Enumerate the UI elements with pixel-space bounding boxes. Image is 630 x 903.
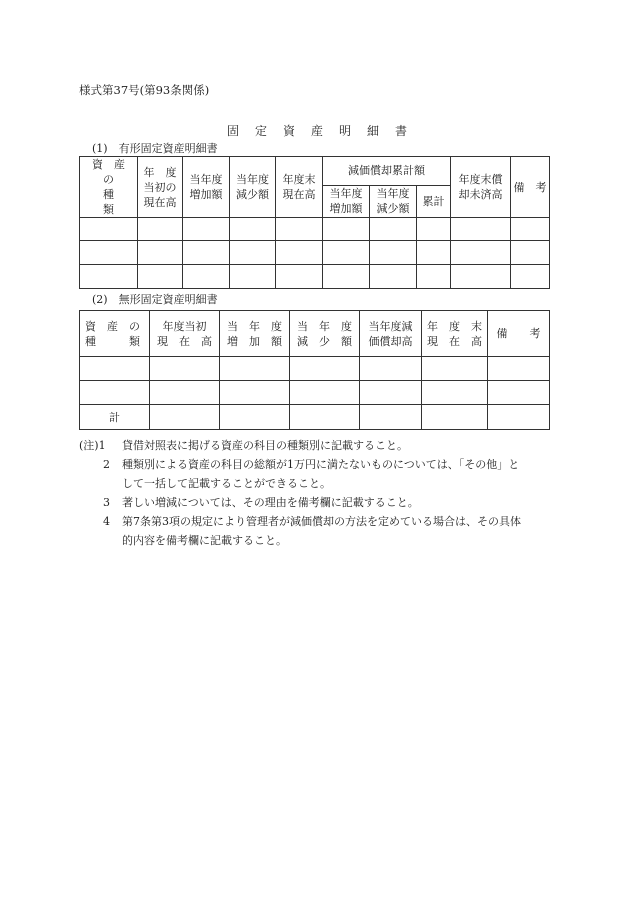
table-row — [80, 241, 550, 265]
note-3: 著しい増減については、その理由を備考欄に記載すること。 — [122, 496, 419, 509]
header-end-balance: 年度末 現在高 — [276, 157, 323, 218]
header-undepreciated: 年度末償 却未済高 — [451, 157, 511, 218]
header-accum-total: 累計 — [417, 185, 451, 217]
header-asset-type: 資 産 の 種 類 — [80, 157, 138, 218]
total-label: 計 — [80, 405, 150, 430]
header-remarks: 備 考 — [488, 311, 550, 357]
form-number: 様式第37号(第93条関係) — [79, 83, 210, 97]
header-amortization: 当年度減 価償却高 — [360, 311, 422, 357]
header-remarks: 備 考 — [511, 157, 550, 218]
note-2-cont: して一括して記載することができること。 — [122, 477, 331, 490]
page-title: 固定資産明細書 — [226, 124, 423, 138]
notes-label: (注)1 — [79, 439, 106, 452]
header-increase: 当 年 度 増 加 額 — [220, 311, 290, 357]
note-4-number: 4 — [103, 515, 110, 528]
header-accum-increase: 当年度 増加額 — [323, 185, 370, 217]
intangible-assets-table — [79, 310, 550, 430]
table-row — [80, 357, 550, 381]
note-2: 種類別による資産の科目の総額が1万円に満たないものについては、「その他」と — [122, 458, 520, 471]
table-row — [80, 218, 550, 241]
header-asset-type: 資 産 の 種 類 — [80, 311, 150, 357]
header-begin-balance: 年 度 当初の 現在高 — [138, 157, 183, 218]
notes — [79, 436, 521, 550]
header-accum-decrease: 当年度 減少額 — [370, 185, 417, 217]
note-4-cont: 的内容を備考欄に記載すること。 — [122, 534, 287, 547]
header-end-balance: 年 度 末 現 在 高 — [422, 311, 488, 357]
header-accumulated-depreciation: 減価償却累計額 — [323, 157, 451, 186]
note-4: 第7条第3項の規定により管理者が減価償却の方法を定めている場合は、その具体 — [122, 515, 521, 528]
header-begin-balance: 年度当初 現 在 高 — [150, 311, 220, 357]
header-decrease: 当年度 減少額 — [230, 157, 276, 218]
tangible-assets-table — [79, 156, 550, 289]
header-decrease: 当 年 度 減 少 額 — [290, 311, 360, 357]
total-row — [80, 405, 550, 430]
note-1: 貸借対照表に掲げる資産の科目の種類別に記載すること。 — [122, 439, 408, 452]
table-row — [80, 381, 550, 405]
table-row — [80, 265, 550, 289]
section1-heading: (1) 有形固定資産明細書 — [92, 142, 218, 155]
note-2-number: 2 — [103, 458, 110, 471]
section2-heading: (2) 無形固定資産明細書 — [92, 293, 218, 306]
header-increase: 当年度 増加額 — [183, 157, 230, 218]
note-3-number: 3 — [103, 496, 110, 509]
